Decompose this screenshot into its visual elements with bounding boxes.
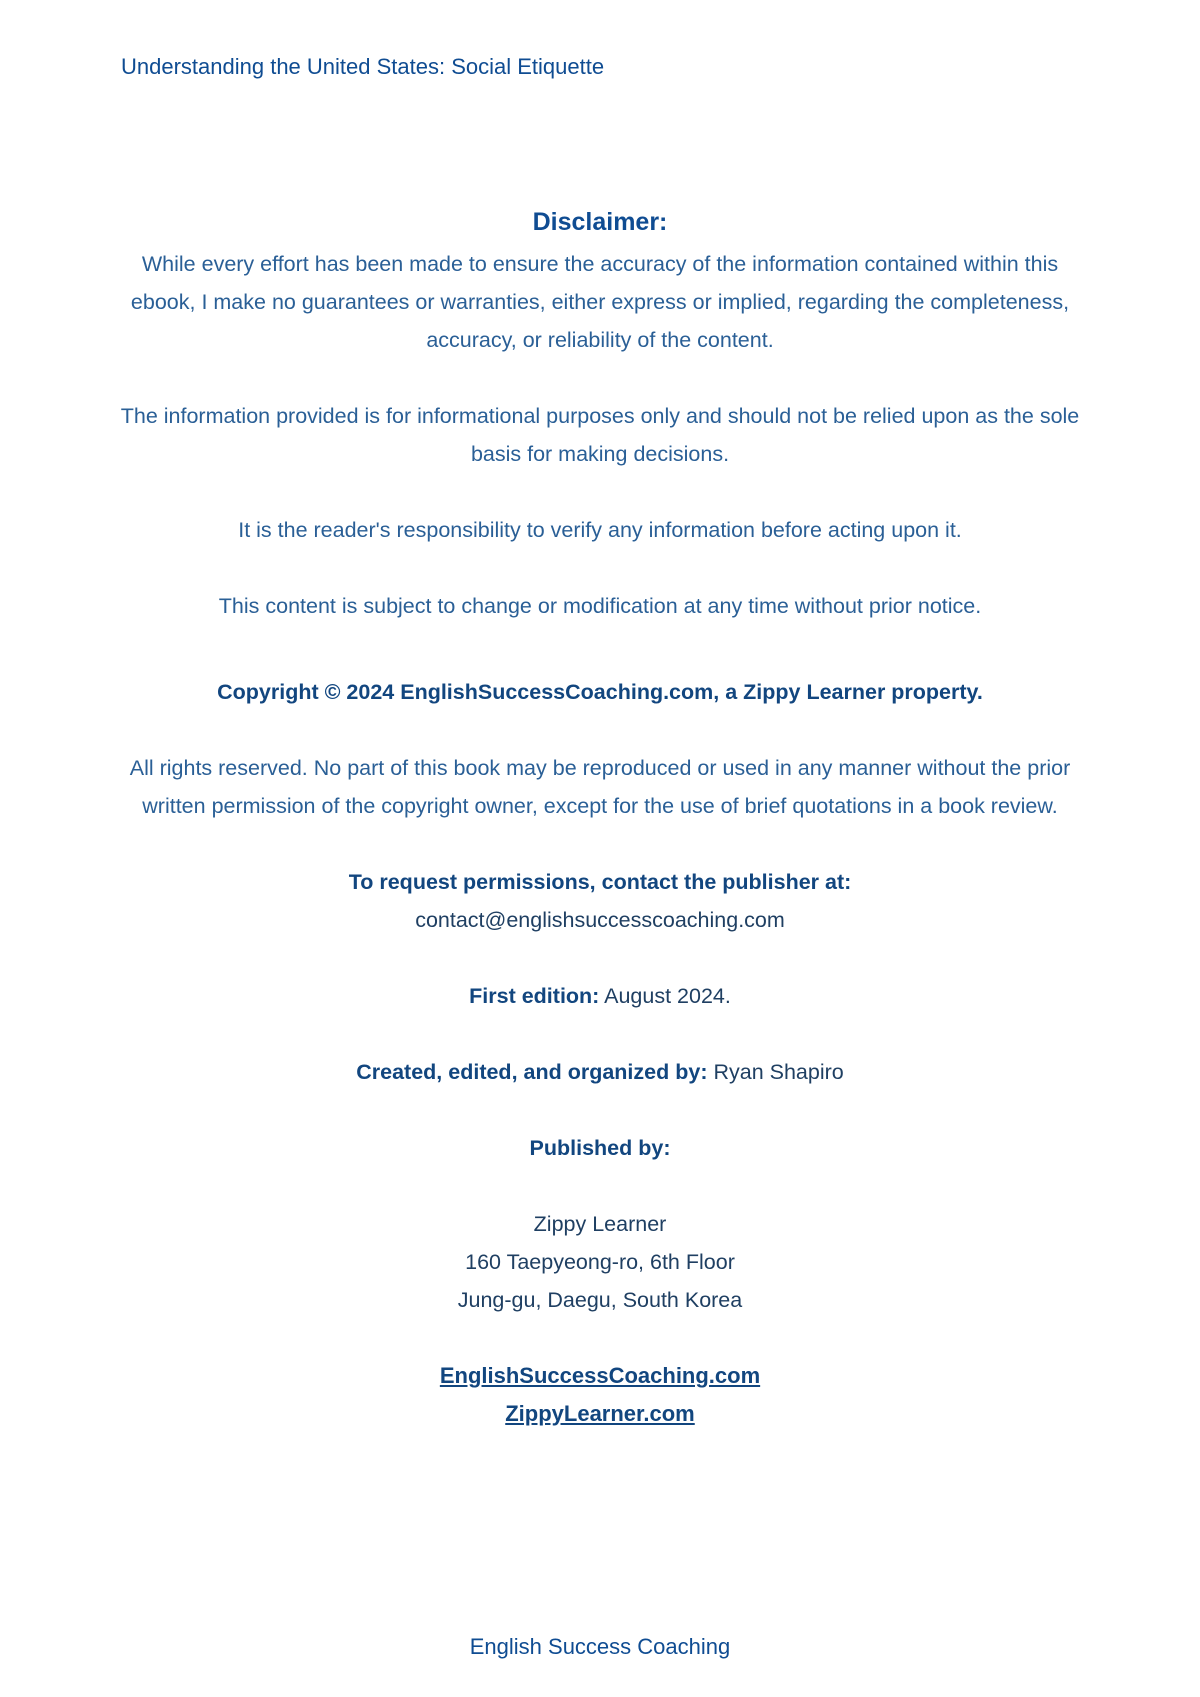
publisher-label: Published by: [529, 1136, 671, 1160]
creator-line [110, 1053, 1090, 1091]
disclaimer-page-body [110, 205, 1090, 1433]
rights-paragraph: All rights reserved. No part of this book may be reproduced or used in any manner without the prior written permission of the copyright owner, except for the use of brief quotations in a book review. [129, 756, 1071, 818]
copyright-line: Copyright © 2024 EnglishSuccessCoaching.com, a Zippy Learner property. [217, 680, 983, 704]
disclaimer-paragraph-3: It is the reader's responsibility to verify any information before acting upon it. [238, 518, 962, 542]
edition-value: August 2024. [599, 984, 731, 1008]
permissions-label: To request permissions, contact the publisher at: [348, 870, 852, 894]
english-success-coaching-link[interactable]: EnglishSuccessCoaching.com [439, 1363, 761, 1388]
publisher-name: Zippy Learner [533, 1212, 667, 1236]
running-header: Understanding the United States: Social Etiquette [121, 54, 605, 79]
creator-value: Ryan Shapiro [707, 1060, 844, 1084]
disclaimer-heading: Disclaimer: [532, 208, 668, 236]
contact-email: contact@englishsuccesscoaching.com [415, 908, 785, 932]
publisher-address-line-2: Jung-gu, Daegu, South Korea [457, 1288, 743, 1312]
edition-label: First edition: [469, 984, 600, 1008]
disclaimer-paragraph-1: While every effort has been made to ensure the accuracy of the information contained within this ebook, I make no guarantees or warranties, either express or implied, regarding the completeness, accuracy, or reliability of the content. [130, 252, 1070, 352]
disclaimer-paragraph-4: This content is subject to change or modification at any time without prior notice. [218, 594, 982, 618]
running-footer: English Success Coaching [469, 1634, 731, 1659]
disclaimer-paragraph-2: The information provided is for informational purposes only and should not be relied upon as the sole basis for making decisions. [120, 404, 1080, 466]
creator-label: Created, edited, and organized by: [356, 1060, 708, 1084]
zippy-learner-link[interactable]: ZippyLearner.com [505, 1401, 695, 1426]
publisher-address-line-1: 160 Taepyeong-ro, 6th Floor [465, 1250, 735, 1274]
edition-line [110, 977, 1090, 1015]
